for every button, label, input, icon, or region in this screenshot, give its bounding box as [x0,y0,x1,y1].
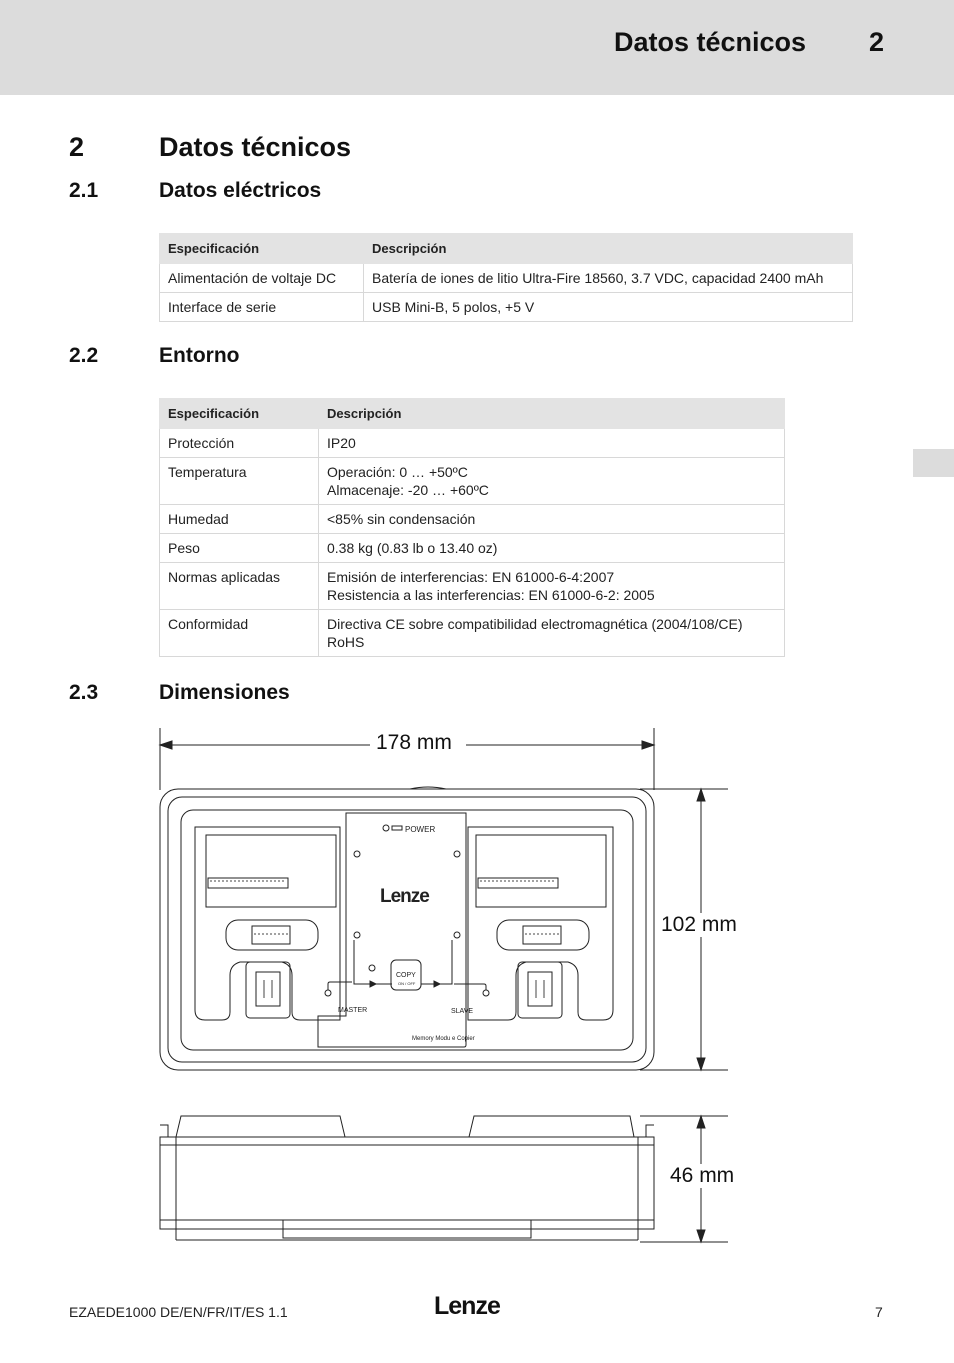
section-number: 2 [69,132,85,162]
column-header: Descripción [319,399,785,429]
header-chapter-number: 2 [869,27,885,57]
arrowhead [160,741,172,749]
side-bump-left [176,1116,345,1137]
slave-label: SLAVE [451,1008,474,1015]
description-line: 0.38 kg (0.83 lb o 13.40 oz) [327,540,498,556]
description-line: Operación: 0 … +50ºC [327,464,468,480]
width-dimension-label: 178 mm [376,731,452,754]
subsection-dimensions-title: Dimensiones [159,681,290,704]
arrowhead [697,789,705,801]
height-dimension-label: 46 mm [670,1164,735,1187]
description-line: IP20 [327,435,356,451]
product-label: Memory Modu e Copier [412,1036,475,1042]
description-line: USB Mini-B, 5 polos, +5 V [372,299,535,315]
subsection-electrical-title: Datos eléctricos [159,179,322,202]
description-line: Emisión de interferencias: EN 61000-6-4:2007 [327,569,615,585]
page-number: 7 [875,1304,883,1320]
device-brand-logo: Lenze [380,886,429,907]
master-label: MASTER [338,1007,368,1014]
spec-cell: Humedad [160,505,319,534]
subsection-environment-title: Entorno [159,344,240,367]
spec-cell: Protección [160,429,319,458]
description-line: Directiva CE sobre compatibilidad electromagnética (2004/108/CE) [327,616,743,632]
copy-button-label: COPY [396,972,416,979]
footer-brand-logo: Lenze [434,1292,500,1320]
spec-cell: Interface de serie [160,293,364,322]
copy-button-sublabel: ON / OFF [398,981,416,986]
side-body [160,1137,654,1229]
spec-cell: Temperatura [160,458,319,505]
power-label: POWER [405,825,436,834]
subsection-dimensions-number: 2.3 [69,681,99,704]
arrowhead [642,741,654,749]
column-header: Especificación [160,399,319,429]
subsection-electrical-number: 2.1 [69,179,99,202]
side-bump-right [469,1116,634,1137]
description-line: Resistencia a las interferencias: EN 61000-6-2: 2005 [327,587,655,603]
description-line: <85% sin condensación [327,511,476,527]
description-line: Almacenaje: -20 … +60ºC [327,482,489,498]
spec-cell: Normas aplicadas [160,563,319,610]
header-title: Datos técnicos [614,27,807,57]
section-title: Datos técnicos [159,132,352,162]
column-header: Descripción [364,234,853,264]
depth-dimension-label: 102 mm [661,913,737,936]
spec-cell: Conformidad [160,610,319,657]
column-header: Especificación [160,234,364,264]
spec-cell: Peso [160,534,319,563]
description-line: RoHS [327,634,365,650]
footer-document-id: EZAEDE1000 DE/EN/FR/IT/ES 1.1 [69,1304,288,1320]
description-line: Batería de iones de litio Ultra-Fire 18560, 3.7 VDC, capacidad 2400 mAh [372,270,824,286]
spec-cell: Alimentación de voltaje DC [160,264,364,293]
arrowhead [697,1058,705,1070]
subsection-environment-number: 2.2 [69,344,99,367]
